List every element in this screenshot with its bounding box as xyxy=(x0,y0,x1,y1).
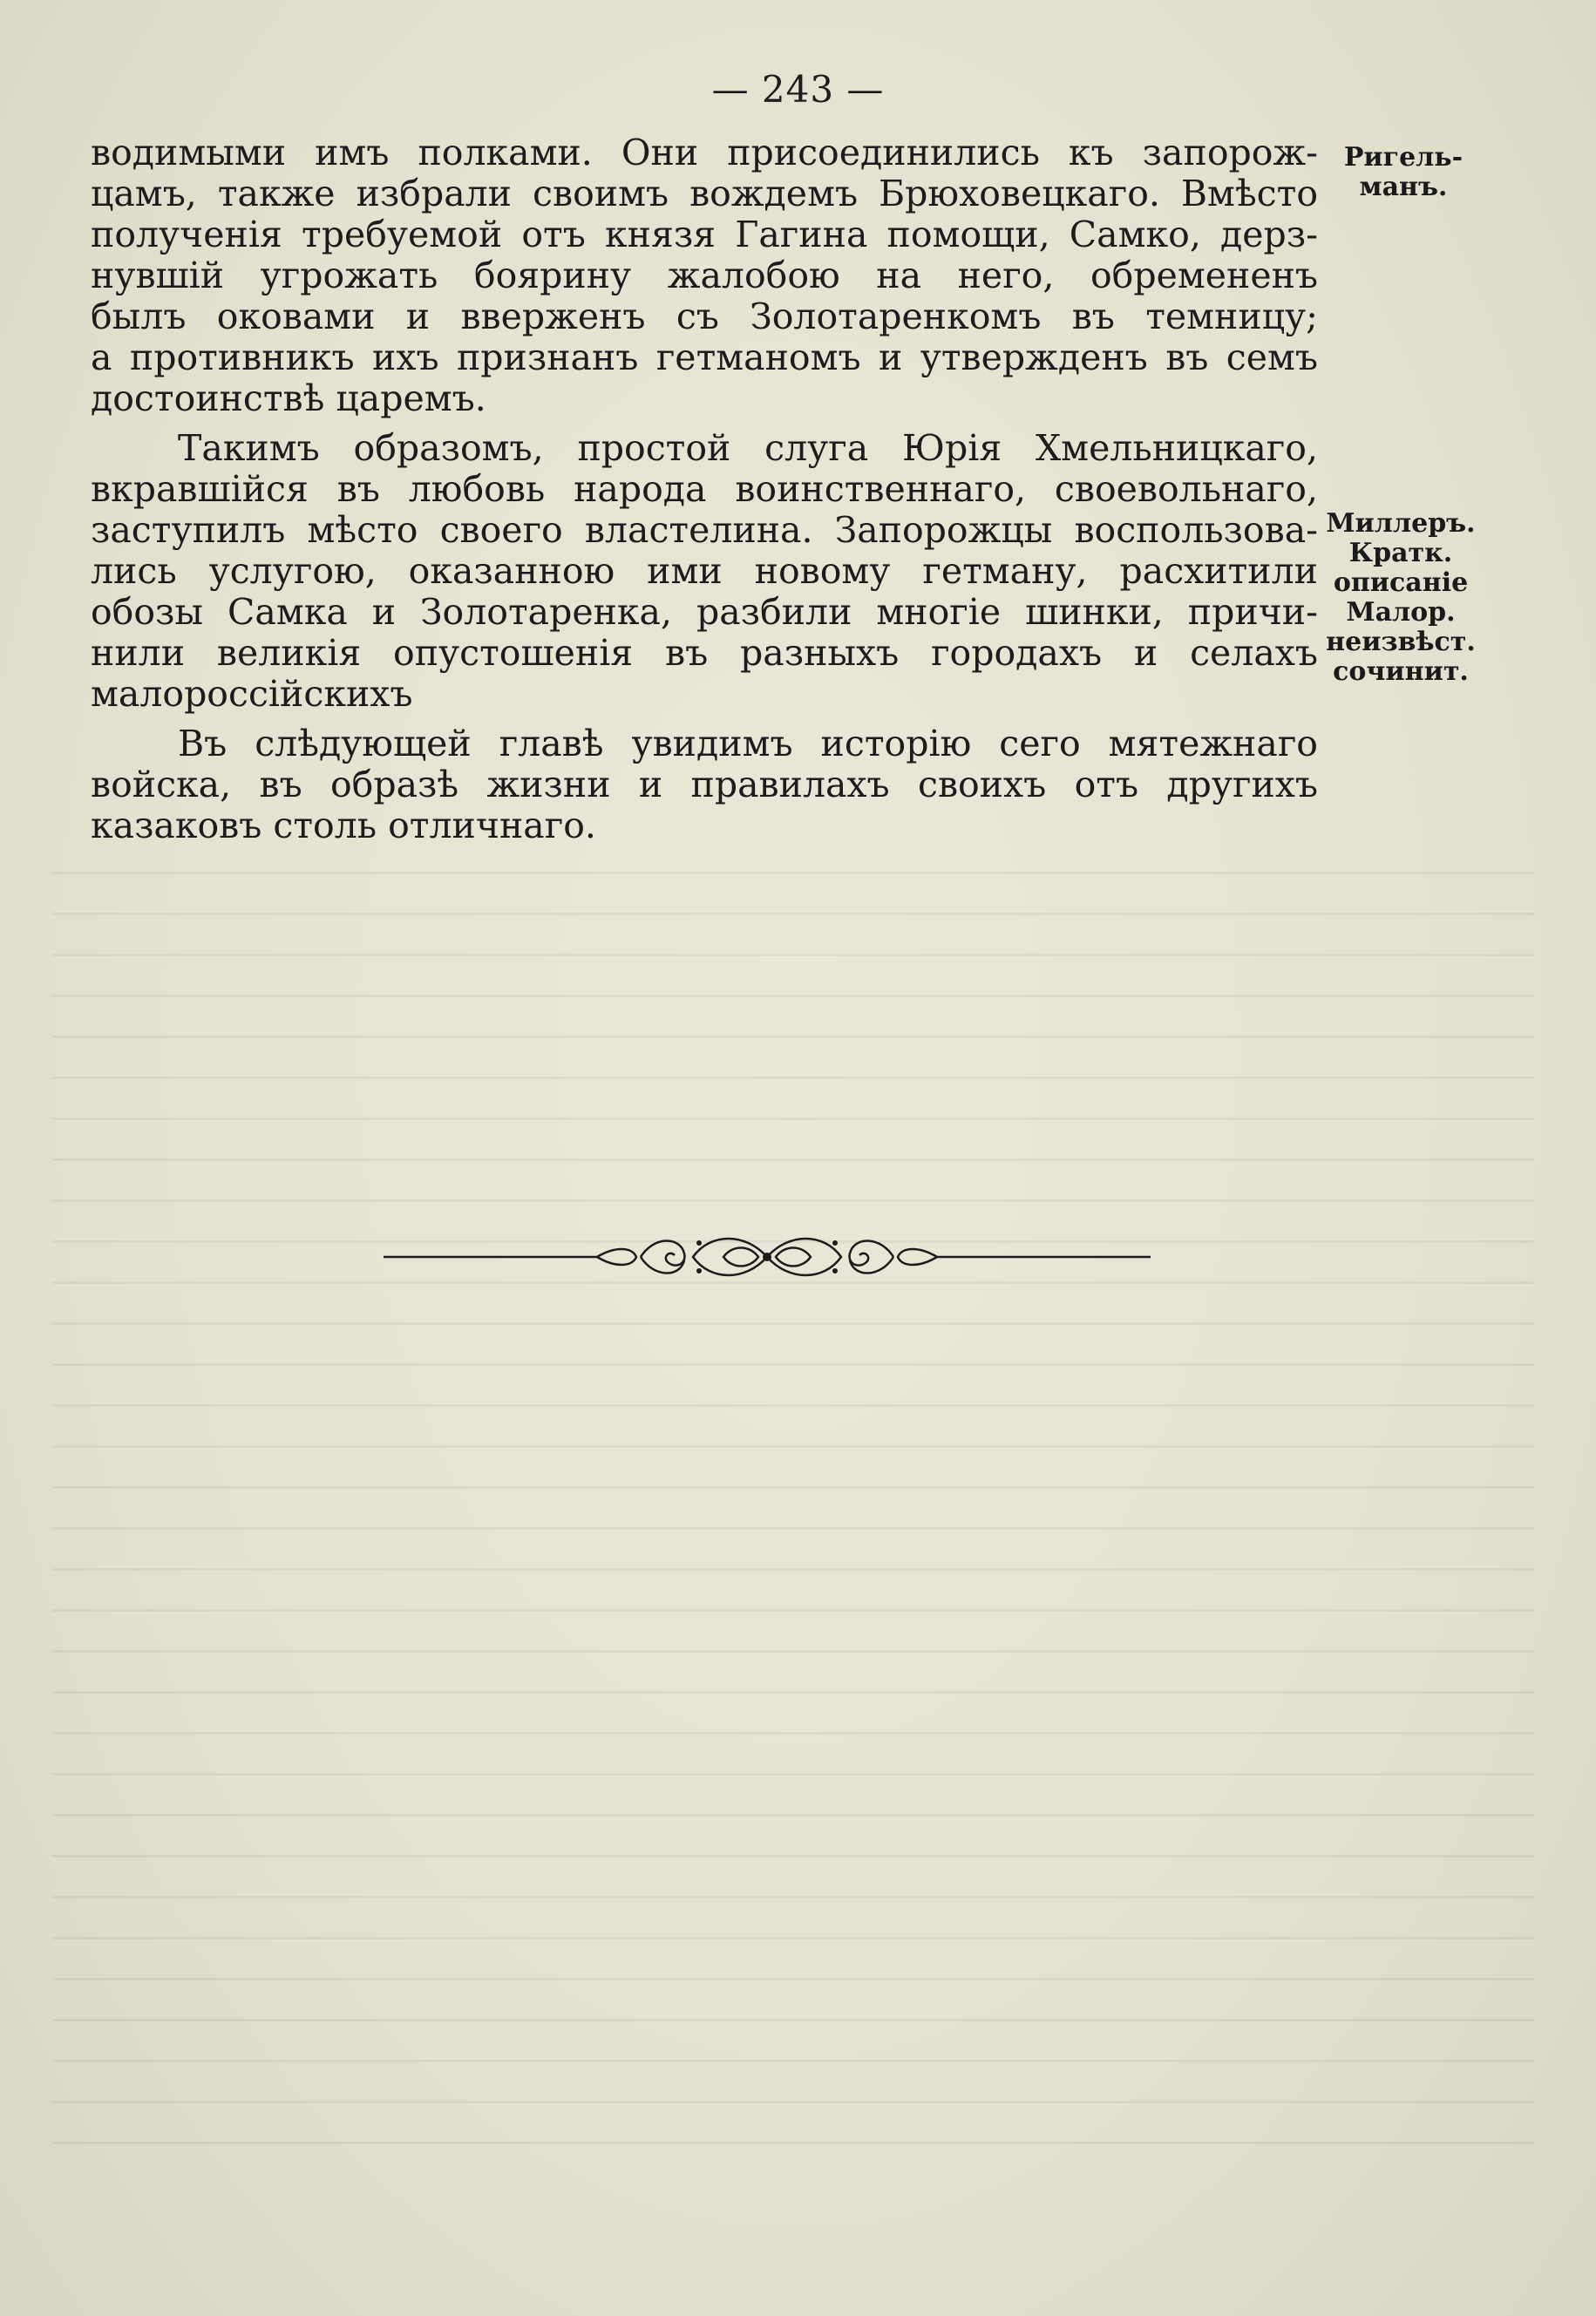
margin-note-rigelman xyxy=(1325,143,1482,202)
paragraph-1 xyxy=(91,132,1318,419)
text-line: малороссійскихъ xyxy=(91,673,413,715)
margin-note-line: Малор. xyxy=(1346,597,1456,628)
margin-note-line: описаніе xyxy=(1333,567,1469,598)
text-line: лись услугою, оказанною ими новому гетману, расхитили xyxy=(91,550,1318,592)
text-line: вкравшійся въ любовь народа воинственнаго, своевольнаго, xyxy=(91,468,1318,510)
text-line: заступилъ мѣсто своего властелина. Запорожцы воспользова- xyxy=(91,509,1318,551)
text-line: водимыми имъ полками. Они присоединились къ запорож- xyxy=(91,132,1318,173)
divider-scroll-right xyxy=(898,1249,937,1265)
divider-center-loop-left xyxy=(723,1248,758,1267)
text-line: достоинствѣ царемъ. xyxy=(91,377,486,419)
margin-note-line: сочинит. xyxy=(1333,656,1469,687)
text-line: а противникъ ихъ признанъ гетманомъ и утвержденъ въ семъ xyxy=(91,336,1318,378)
text-line: войска, въ образѣ жизни и правилахъ своихъ отъ другихъ xyxy=(91,764,1318,805)
main-text xyxy=(91,132,1318,855)
margin-note-line: манъ. xyxy=(1359,172,1448,202)
text-line: полученія требуемой отъ князя Гагина помощи, Самко, дерз- xyxy=(91,214,1318,255)
text-line: цамъ, также избрали своимъ вождемъ Брюховецкаго. Вмѣсто xyxy=(91,173,1318,214)
margin-note-line: Кратк. xyxy=(1348,538,1453,568)
margin-note-miller xyxy=(1309,509,1492,687)
page-number: — 243 — xyxy=(711,68,885,111)
divider-curl-left-1 xyxy=(641,1240,684,1265)
text-line: обозы Самка и Золотаренка, разбили многіе шинки, причи- xyxy=(91,591,1318,633)
divider-scroll-left xyxy=(597,1249,636,1265)
divider-center-loop-right xyxy=(776,1248,811,1267)
paragraph-2 xyxy=(91,428,1318,715)
text-line: нили великія опустошенія въ разныхъ городахъ и селахъ xyxy=(91,632,1318,674)
text-line: казаковъ столь отличнаго. xyxy=(91,805,596,846)
divider-curl-right-1 xyxy=(850,1240,893,1265)
text-line: Такимъ образомъ, простой слуга Юрія Хмельницкаго, xyxy=(178,427,1318,469)
margin-note-line: неизвѣст. xyxy=(1326,627,1476,657)
text-line: нувшій угрожать боярину жалобою на него, обремененъ xyxy=(91,255,1318,296)
text-line: Въ слѣдующей главѣ увидимъ исторію сего мятежнаго xyxy=(178,723,1318,764)
margin-note-line: Ригель- xyxy=(1343,142,1464,173)
paragraph-3 xyxy=(91,723,1318,846)
show-through-texture xyxy=(52,872,1534,2179)
margin-note-line: Миллеръ. xyxy=(1326,508,1476,539)
text-line: былъ оковами и вверженъ съ Золотаренкомъ въ темницу; xyxy=(91,295,1318,337)
ornamental-divider xyxy=(375,1220,1159,1290)
